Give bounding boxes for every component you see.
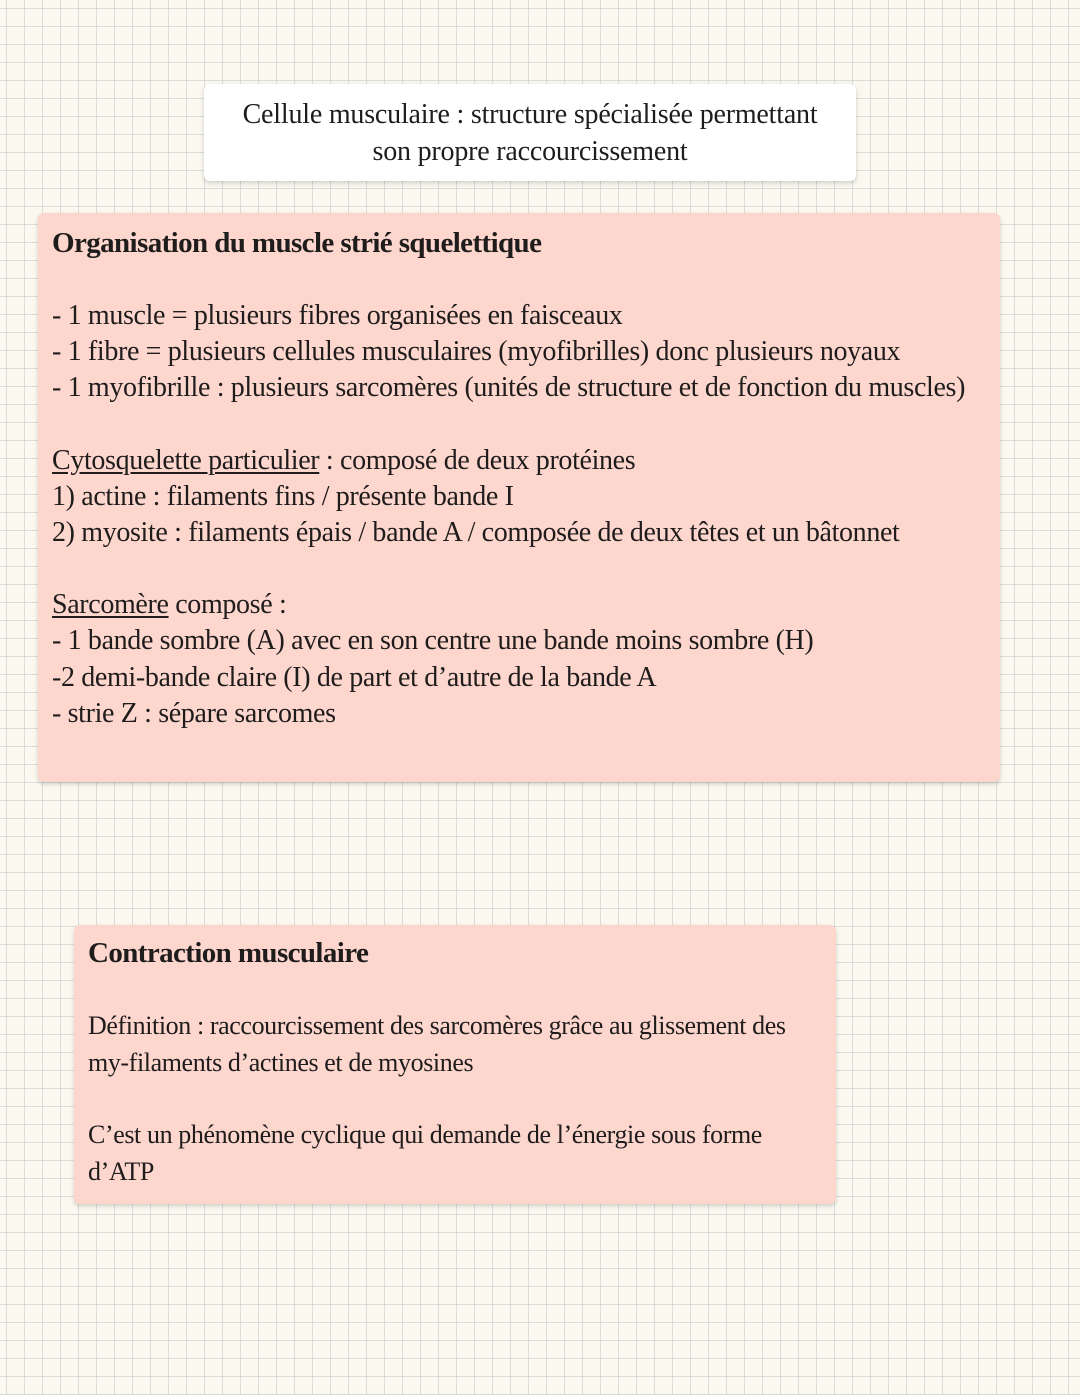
sarcomere-rest: composé : bbox=[168, 589, 287, 621]
organisation-card bbox=[38, 213, 1000, 782]
list-item: - strie Z : sépare sarcomes bbox=[52, 697, 336, 729]
title-line-1: Cellule musculaire : structure spécialisée permettant bbox=[242, 99, 818, 130]
cytosquelette-section bbox=[52, 443, 986, 552]
cytosquelette-intro bbox=[52, 443, 986, 479]
list-item: - 1 fibre = plusieurs cellules musculaires (myofibrilles) donc plusieurs noyaux bbox=[52, 336, 901, 368]
list-item: -2 demi-bande claire (I) de part et d’autre de la bande A bbox=[52, 661, 657, 693]
list-item: - 1 myofibrille : plusieurs sarcomères (unités de structure et de fonction du muscles) bbox=[52, 372, 966, 404]
organisation-heading: Organisation du muscle strié squelettique bbox=[52, 227, 542, 259]
contraction-card bbox=[74, 925, 836, 1204]
title-line-2: son propre raccourcissement bbox=[372, 136, 688, 167]
cytosquelette-term: Cytosquelette particulier bbox=[52, 444, 320, 476]
contraction-definition: Définition : raccourcissement des sarcomères grâce au glissement des my-filaments d’actines et de myosines bbox=[88, 1011, 786, 1077]
title-card bbox=[204, 84, 856, 181]
contraction-heading: Contraction musculaire bbox=[88, 937, 369, 969]
sarcomere-section bbox=[52, 587, 986, 732]
muscle-structure-list bbox=[52, 298, 986, 407]
list-item: 1) actine : filaments fins / présente bande I bbox=[52, 480, 514, 512]
sarcomere-term: Sarcomère bbox=[52, 589, 169, 621]
list-item: - 1 muscle = plusieurs fibres organisées en faisceaux bbox=[52, 300, 623, 331]
cytosquelette-rest: : composé de deux protéines bbox=[319, 444, 636, 476]
list-item: 2) myosite : filaments épais / bande A / composée de deux têtes et un bâtonnet bbox=[52, 517, 900, 549]
list-item: - 1 bande sombre (A) avec en son centre une bande moins sombre (H) bbox=[52, 625, 814, 657]
sarcomere-intro bbox=[52, 587, 986, 623]
contraction-cycle: C’est un phénomène cyclique qui demande de l’énergie sous forme d’ATP bbox=[88, 1120, 762, 1186]
